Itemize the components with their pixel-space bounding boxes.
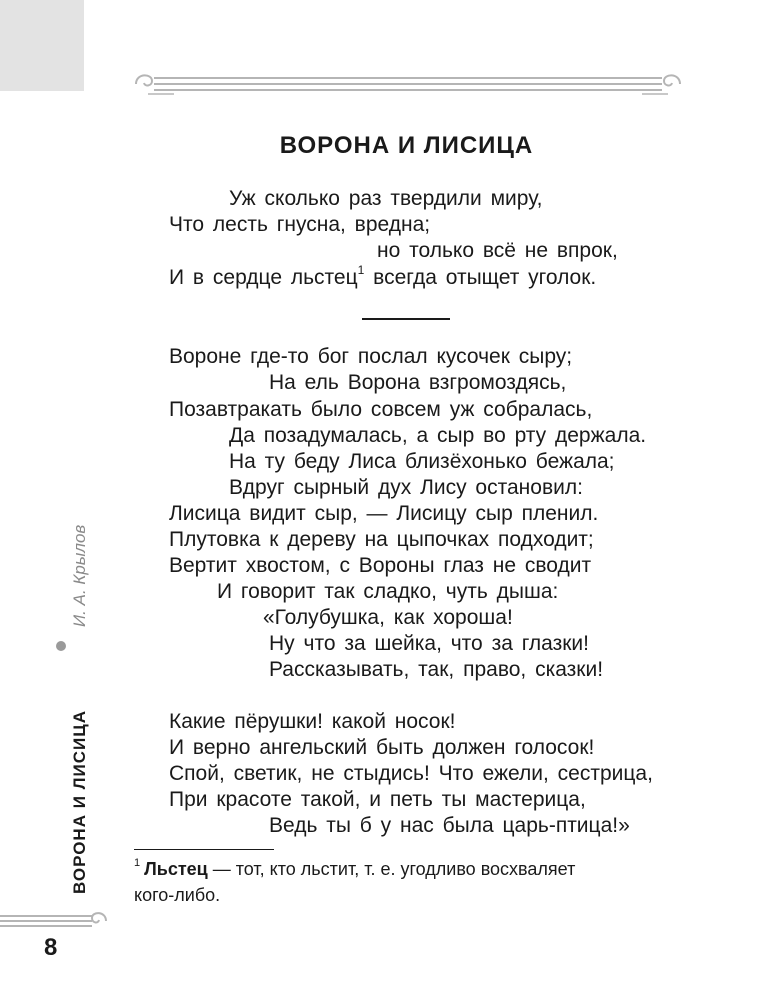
poem-line: На ель Ворона взгромоздясь, (269, 371, 567, 394)
footnote-text: — тот, кто льстит, т. е. угодливо восхваляет (207, 859, 576, 879)
poem-line: Лисица видит сыр, — Лисицу сыр пленил. (169, 502, 599, 525)
line-text: И в сердце льстец (169, 266, 358, 289)
section-divider (362, 318, 450, 320)
poem-line: Спой, светик, не стыдись! Что ежели, сестрица, (169, 762, 653, 785)
separator-dot (56, 641, 66, 651)
footnote-marker: 1 (357, 263, 365, 277)
line-text: всегда отыщет уголок. (364, 266, 597, 289)
poem-line: И верно ангельский быть должен голосок! (169, 736, 595, 759)
poem-line: Да позадумалась, а сыр во рту держала. (229, 424, 647, 447)
poem-line: Уж сколько раз твердили миру, (229, 187, 543, 210)
footnote-continuation: кого-либо. (134, 885, 221, 905)
page-number: 8 (44, 934, 58, 961)
poem-line: И говорит так сладко, чуть дыша: (217, 580, 559, 603)
poem-line: «Голубушка, как хороша! (263, 606, 513, 629)
poem-line: Плутовка к дереву на цыпочках подходит; (169, 528, 594, 551)
poem-line (169, 263, 597, 289)
poem-line: Ну что за шейка, что за глазки! (269, 632, 589, 655)
poem-line: Какие пёрушки! какой носок! (169, 710, 456, 733)
poem-line: Вороне где-то бог послал кусочек сыру; (169, 345, 573, 368)
footnote-term: Льстец (144, 859, 208, 879)
corner-decoration (0, 0, 84, 91)
poem-line: При красоте такой, и петь ты мастерица, (169, 788, 586, 811)
poem-line: Позавтракать было совсем уж собралась, (169, 398, 593, 421)
poem-line: Рассказывать, так, право, сказки! (269, 658, 604, 681)
footnote-number: 1 (134, 857, 141, 869)
running-title: ВОРОНА И ЛИСИЦА (70, 710, 89, 894)
poem-line: Вдруг сырный дух Лису остановил: (229, 476, 583, 499)
poem-title: ВОРОНА И ЛИСИЦА (279, 132, 534, 159)
poem-line: На ту беду Лиса близёхонько бежала; (229, 450, 615, 473)
footnote (134, 857, 576, 879)
footnote-rule (134, 849, 274, 850)
poem-line: но только всё не впрок, (377, 239, 618, 262)
poem-line: Ведь ты б у нас была царь-птица!» (269, 814, 630, 837)
header-ornament (134, 68, 684, 100)
running-author: И. А. Крылов (70, 524, 89, 627)
poem-line: Вертит хвостом, с Вороны глаз не сводит (169, 554, 592, 577)
footer-ornament (0, 910, 110, 932)
poem-line: Что лесть гнусна, вредна; (169, 213, 431, 236)
